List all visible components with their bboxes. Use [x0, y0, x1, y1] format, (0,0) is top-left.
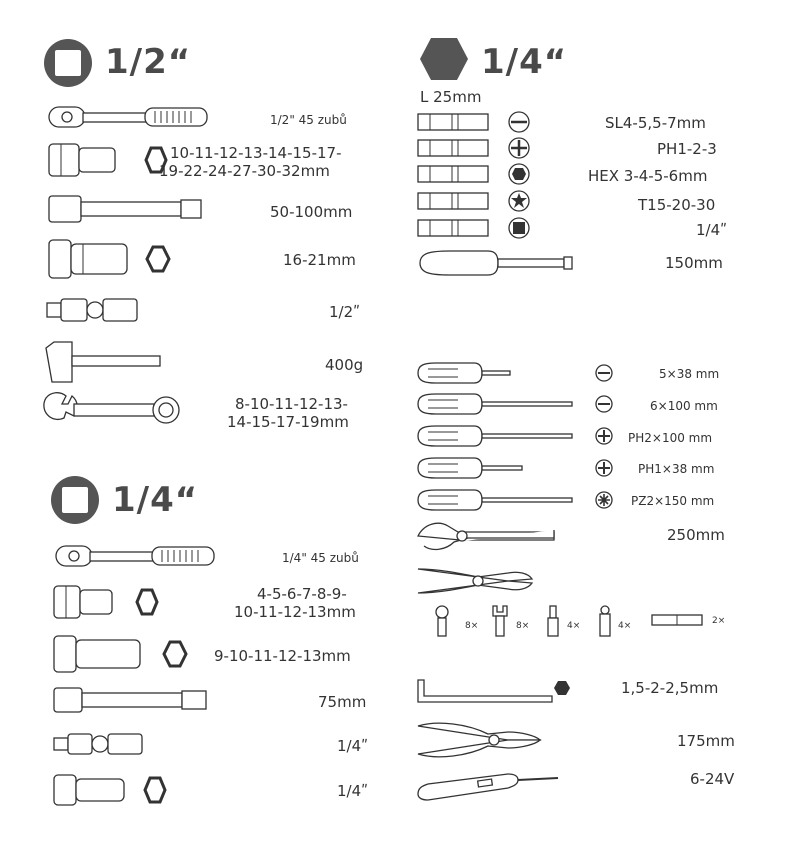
socket-icon: [52, 584, 182, 620]
screwdriver-phillips-long-icon: [416, 423, 616, 449]
bits-length-label: L 25mm: [420, 88, 482, 106]
bit-hex-icon: [416, 163, 536, 187]
square-drive-quarter-icon: [50, 475, 100, 525]
combination-wrench-icon: [42, 392, 182, 428]
terminal-count-2: 8×: [516, 621, 530, 631]
terminal-fork-icon: [488, 604, 512, 640]
universal-joint-icon: [45, 295, 145, 325]
screwdriver-slotted-long-icon: [416, 391, 616, 417]
bit-torx-label: T15-20-30: [638, 196, 716, 214]
screwdriver-5-label: PZ2×150 mm: [631, 494, 715, 508]
quarter-sockets-label-2: 10-11-12-13mm: [234, 603, 356, 621]
deep-socket-icon: [47, 238, 177, 280]
wire-stripper-icon: [414, 561, 544, 601]
screwdriver-4-label: PH1×38 mm: [638, 462, 715, 476]
terminal-count-4: 4×: [618, 621, 632, 631]
square-drive-half-icon: [43, 38, 93, 88]
combination-pliers-icon: [414, 716, 544, 764]
terminal-ring-icon: [430, 604, 454, 640]
terminal-count-3: 4×: [567, 621, 581, 631]
water-pump-pliers-label: 250mm: [667, 526, 725, 544]
bit-holder-icon: [416, 247, 576, 279]
ratchet-icon: [52, 543, 222, 569]
half-ujoint-label: 1/2ʺ: [329, 303, 361, 321]
bit-holder-label: 150mm: [665, 254, 723, 272]
extension-bar-icon: [52, 686, 212, 714]
voltage-tester-icon: [414, 770, 564, 804]
bit-phillips-label: PH1-2-3: [657, 140, 717, 158]
section-title-bits: 1/4“: [481, 42, 568, 82]
half-deep-socket-label: 16-21mm: [283, 251, 356, 269]
half-ratchet-label: 1/2" 45 zubů: [270, 113, 347, 127]
wrench-label-1: 8-10-11-12-13-: [235, 395, 348, 413]
hammer-label: 400g: [325, 356, 364, 374]
wrench-label-2: 14-15-17-19mm: [227, 413, 349, 431]
half-sockets-label-1: 10-11-12-13-14-15-17-: [170, 144, 342, 162]
bit-phillips-icon: [416, 137, 536, 161]
bit-slotted-label: SL4-5,5-7mm: [605, 114, 706, 132]
screwdriver-3-label: PH2×100 mm: [628, 431, 713, 445]
hex-key-icon: [414, 676, 574, 706]
extension-bar-icon: [47, 194, 207, 224]
quarter-sockets-label-1: 4-5-6-7-8-9-: [257, 585, 347, 603]
quarter-deep-socket-label: 9-10-11-12-13mm: [214, 647, 351, 665]
terminal-count-1: 8×: [465, 621, 479, 631]
bit-square-icon: [416, 217, 536, 241]
bit-hex-label: HEX 3-4-5-6mm: [588, 167, 708, 185]
terminal-spade-icon: [541, 604, 565, 640]
section-title-quarter-inch: 1/4“: [112, 480, 199, 520]
hex-drive-icon: [418, 36, 470, 82]
screwdriver-1-label: 5×38 mm: [659, 367, 720, 381]
quarter-ujoint-label: 1/4ʺ: [337, 737, 369, 755]
water-pump-pliers-icon: [414, 516, 564, 556]
hammer-icon: [44, 340, 164, 384]
half-extension-label: 50-100mm: [270, 203, 353, 221]
terminal-count-5: 2×: [712, 616, 726, 626]
combination-pliers-label: 175mm: [677, 732, 735, 750]
universal-joint-icon: [52, 730, 152, 758]
quarter-adapter-label: 1/4ʺ: [337, 782, 369, 800]
bit-torx-icon: [416, 190, 536, 214]
adapter-socket-icon: [52, 773, 182, 807]
bit-slotted-icon: [416, 111, 536, 135]
screwdriver-2-label: 6×100 mm: [650, 399, 718, 413]
screwdriver-pozidriv-icon: [416, 487, 616, 513]
deep-socket-icon: [52, 634, 192, 674]
socket-icon: [47, 140, 177, 180]
ratchet-icon: [45, 104, 215, 130]
quarter-ratchet-label: 1/4" 45 zubů: [282, 551, 359, 565]
terminal-butt-icon: [650, 613, 704, 627]
voltage-tester-label: 6-24V: [690, 770, 735, 788]
bit-square-label: 1/4ʺ: [696, 221, 728, 239]
screwdriver-phillips-short-icon: [416, 455, 616, 481]
hex-keys-label: 1,5-2-2,5mm: [621, 679, 719, 697]
half-sockets-label-2: 19-22-24-27-30-32mm: [159, 162, 330, 180]
section-title-half-inch: 1/2“: [105, 42, 192, 82]
screwdriver-slotted-icon: [416, 360, 616, 386]
quarter-extension-label: 75mm: [318, 693, 367, 711]
terminal-bullet-icon: [593, 604, 617, 640]
